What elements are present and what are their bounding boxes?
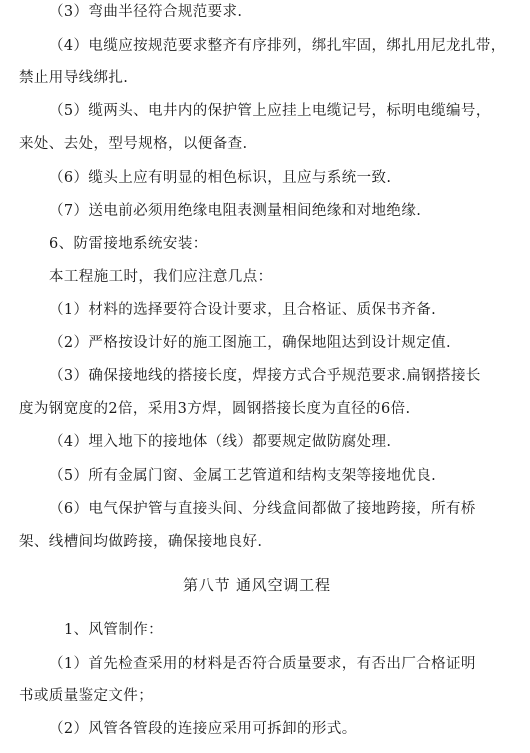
paragraph-line: （3）弯曲半径符合规范要求.: [49, 4, 243, 20]
paragraph-line: （6）电气保护管与直接头间、分线盒间都做了接地跨接，所有桥: [49, 501, 476, 517]
section-heading: 1、风管制作：: [64, 622, 164, 638]
paragraph-line: 本工程施工时，我们应注意几点：: [49, 269, 273, 285]
paragraph-line: （2）风管各管段的连接应采用可拆卸的形式。: [49, 721, 357, 737]
paragraph-line: 架、线槽间均做跨接，确保接地良好.: [19, 534, 263, 550]
paragraph-line: （4）埋入地下的接地体（线）都要规定做防腐处理.: [49, 434, 392, 450]
paragraph-line: （5）所有金属门窗、金属工艺管道和结构支架等接地优良.: [49, 468, 437, 484]
paragraph-line: （2）严格按设计好的施工图施工，确保地阻达到设计规定值.: [49, 335, 452, 351]
chapter-heading: 第八节 通风空调工程: [183, 576, 331, 594]
paragraph-line: 度为钢宽度的2倍，采用3方焊，圆钢搭接长度为直径的6倍.: [19, 401, 411, 417]
paragraph-line: 书或质量鉴定文件；: [19, 688, 154, 704]
paragraph-line: （3）确保接地线的搭接长度，焊接方式合乎规范要求.扁钢搭接长: [49, 368, 481, 384]
paragraph-line: （1）首先检查采用的材料是否符合质量要求，有否出厂合格证明: [49, 656, 476, 672]
paragraph-line: 来处、去处，型号规格，以便备查.: [19, 136, 248, 152]
paragraph-line: （5）缆两头、电井内的保护管上应挂上电缆记号，标明电缆编号，: [49, 103, 491, 119]
paragraph-line: 禁止用导线绑扎.: [19, 70, 129, 86]
paragraph-line: （6）缆头上应有明显的相色标识，且应与系统一致.: [49, 170, 392, 186]
section-heading: 6、防雷接地系统安装：: [49, 236, 208, 252]
paragraph-line: （7）送电前必须用绝缘电阻表测量相间绝缘和对地绝缘.: [49, 203, 422, 219]
paragraph-line: （1）材料的选择要符合设计要求，且合格证、质保书齐备.: [49, 302, 437, 318]
paragraph-line: （4）电缆应按规范要求整齐有序排列，绑扎牢固，绑扎用尼龙扎带，: [49, 38, 506, 54]
